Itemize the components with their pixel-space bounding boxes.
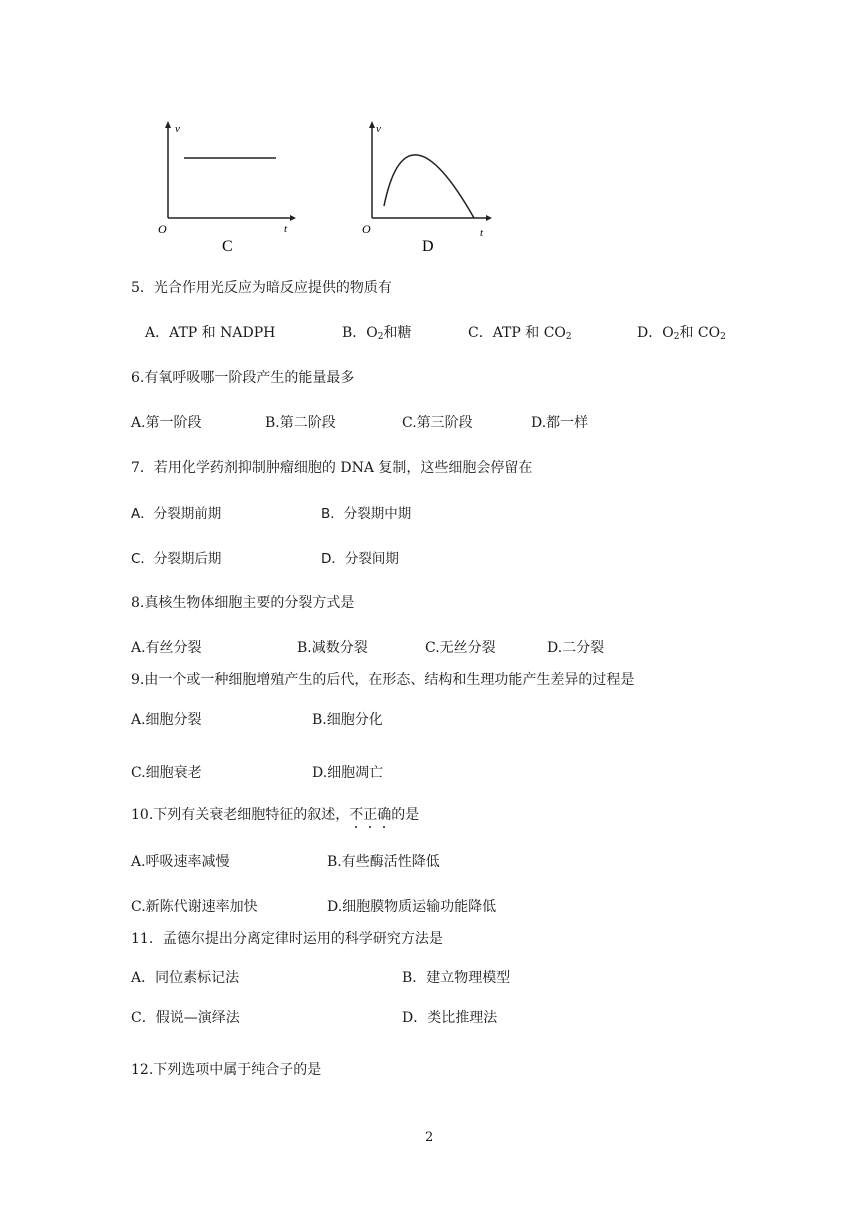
axis-y-label: v: [376, 123, 381, 135]
emphasis-char: 不: [349, 807, 364, 823]
question-8-option-a: A.有丝分裂: [131, 640, 202, 656]
question-7-option-b: B．分裂期中期: [321, 506, 412, 522]
emphasis-char: 确: [377, 807, 392, 823]
question-10-option-c: C.新陈代谢速率加快: [131, 899, 258, 915]
emphasis-char: 正: [363, 807, 378, 823]
question-6-option-b: B.第二阶段: [265, 415, 336, 431]
question-9-option-c: C.细胞衰老: [131, 765, 202, 781]
question-10-option-b: B.有些酶活性降低: [327, 854, 440, 870]
graph-caption: C: [222, 238, 233, 255]
question-7-option-d: D．分裂间期: [321, 551, 399, 567]
question-11-option-a: A．同位素标记法: [131, 970, 240, 986]
origin-label: O: [362, 222, 371, 236]
question-9-option-d: D.细胞凋亡: [312, 765, 384, 781]
question-10-option-d: D.细胞膜物质运输功能降低: [327, 899, 497, 915]
question-8-option-c: C.无丝分裂: [425, 640, 496, 656]
question-5-option-a: A．ATP 和 NADPH: [145, 325, 276, 341]
page-number: 2: [425, 1130, 434, 1145]
question-9-option-a: A.细胞分裂: [131, 712, 202, 728]
question-10-option-a: A.呼吸速率减慢: [131, 854, 230, 870]
question-8-option-d: D.二分裂: [547, 640, 605, 656]
question-5-stem: 5．光合作用光反应为暗反应提供的物质有: [131, 280, 392, 296]
question-5-option-b: B．$O_2$和糖: [342, 325, 412, 342]
question-6-option-a: A.第一阶段: [131, 415, 202, 431]
question-6-stem: 6.有氧呼吸哪一阶段产生的能量最多: [131, 370, 355, 386]
question-5-option-c: C．ATP 和 $CO_2$: [468, 325, 572, 342]
question-6-option-d: D.都一样: [531, 415, 589, 431]
question-7-option-a: A．分裂期前期: [131, 506, 222, 522]
axis-y-label: v: [175, 123, 180, 135]
question-9-stem: 9.由一个或一种细胞增殖产生的后代，在形态、结构和生理功能产生差异的过程是: [131, 672, 635, 688]
velocity-graph-d: [356, 118, 496, 258]
question-11-option-c: C．假说—演绎法: [131, 1010, 240, 1026]
question-11-option-d: D．类比推理法: [402, 1010, 498, 1026]
question-11-stem: 11．孟德尔提出分离定律时运用的科学研究方法是: [131, 931, 443, 947]
origin-label: O: [158, 222, 167, 236]
question-8-option-b: B.减数分裂: [297, 640, 368, 656]
velocity-graph-c: [150, 118, 300, 258]
axis-x-label: t: [284, 223, 288, 235]
axis-x-label: t: [480, 227, 484, 239]
question-12-stem: 12.下列选项中属于纯合子的是: [131, 1062, 322, 1078]
question-6-option-c: C.第三阶段: [402, 415, 473, 431]
question-9-option-b: B.细胞分化: [312, 712, 383, 728]
question-8-stem: 8.真核生物体细胞主要的分裂方式是: [131, 595, 355, 611]
question-7-stem: 7．若用化学药剂抑制肿瘤细胞的 DNA 复制，这些细胞会停留在: [131, 460, 533, 476]
graph-caption: D: [422, 238, 434, 255]
question-5-option-d: D．$O_2$和 $CO_2$: [637, 325, 726, 342]
question-10-stem: 10.下列有关衰老细胞特征的叙述，不正确的是: [131, 807, 420, 823]
question-11-option-b: B．建立物理模型: [402, 970, 511, 986]
question-7-option-c: C．分裂期后期: [131, 551, 222, 567]
